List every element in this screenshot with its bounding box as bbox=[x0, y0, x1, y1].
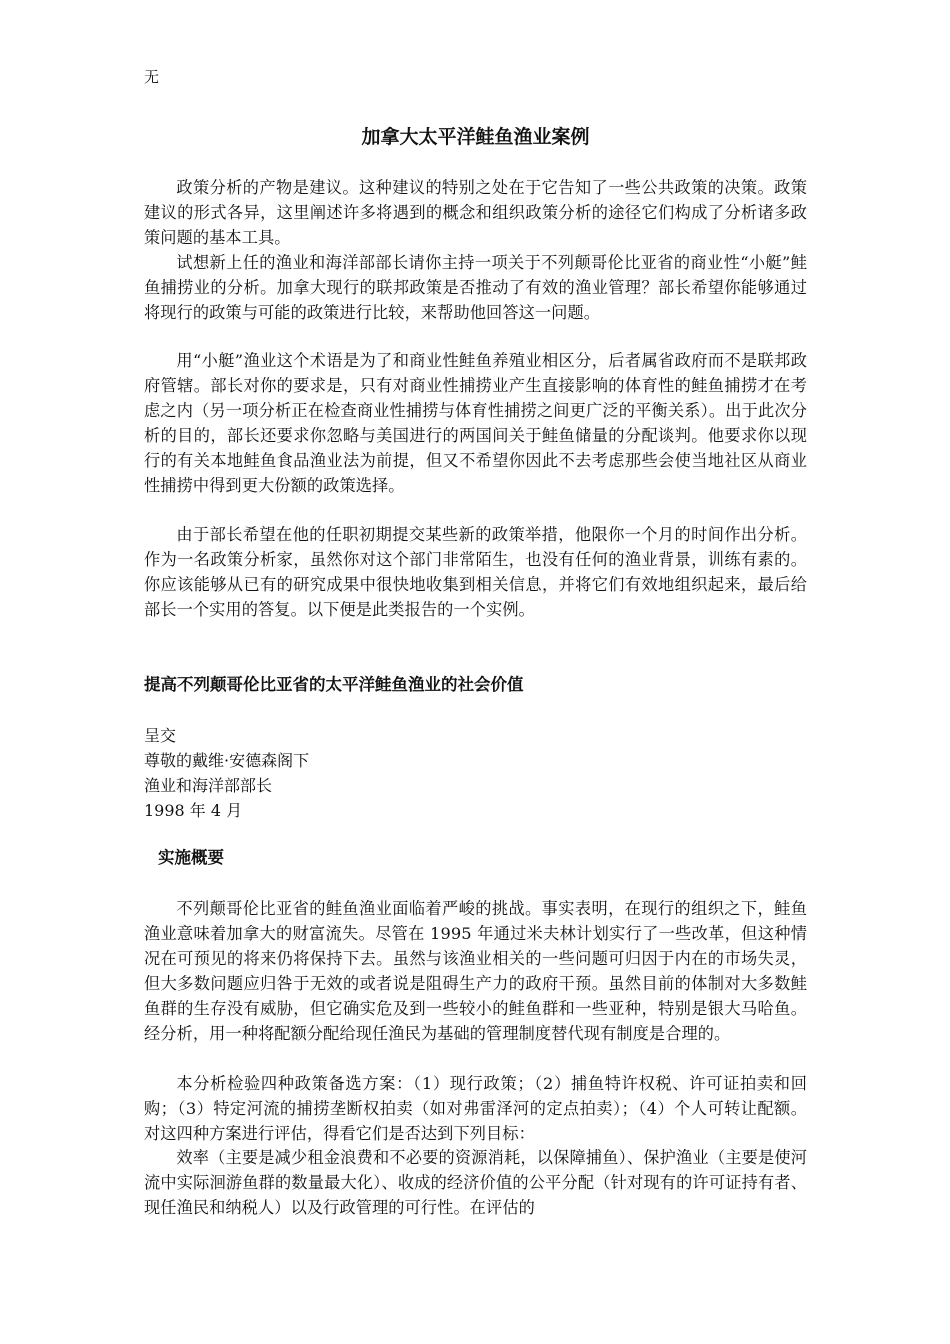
intro-paragraph-1: 政策分析的产物是建议。这种建议的特别之处在于它告知了一些公共政策的决策。政策建议的形式各异，这里阐述许多将遇到的概念和组织政策分析的途径它们构成了分析诸多政策问题的基本工具。 bbox=[144, 178, 807, 247]
summary-paragraph-1: 不列颠哥伦比亚省的鲑鱼渔业面临着严峻的挑战。事实表明，在现行的组织之下，鲑鱼渔业意味着加拿大的财富流失。尽管在 1995 年通过米夫林计划实行了一些改革，但这种情况在可预见的将来仍将保持下去。虽然与该渔业相关的一些问题可归因于内在的市场失灵，但大多数问题应归咎于无效的或者说是阻碍生产力的政府干预。虽然目前的体制对大多数鲑鱼群的生存没有威胁，但它确实危及到一些较小的鲑鱼群和一些亚种，特别是银大马哈鱼。经分析，用一种将配额分配给现任渔民为基础的管理制度替代现有制度是合理的。 bbox=[144, 899, 807, 1043]
summary-heading: 实施概要 bbox=[158, 848, 224, 867]
intro-paragraph-2: 试想新上任的渔业和海洋部部长请你主持一项关于不列颠哥伦比亚省的商业性“小艇”鲑鱼捕捞业的分析。加拿大现行的联邦政策是否推动了有效的渔业管理？部长希望你能够通过将现行的政策与可能的政策进行比较，来帮助他回答这一问题。 bbox=[144, 253, 807, 322]
document-title: 加拿大太平洋鲑鱼渔业案例 bbox=[361, 126, 590, 148]
summary-paragraph-3: 效率（主要是减少租金浪费和不必要的资源消耗，以保障捕鱼）、保护渔业（主要是使河流中实际洄游鱼群的数量最大化）、收成的经济价值的公平分配（针对现有的许可证持有者、现任渔民和纳税人）以及行政管理的可行性。在评估的 bbox=[144, 1148, 807, 1217]
address-line-position: 渔业和海洋部部长 bbox=[144, 776, 273, 795]
address-line-recipient: 尊敬的戴维·安德森阁下 bbox=[144, 751, 310, 770]
summary-paragraph-2: 本分析检验四种政策备选方案：（1）现行政策；（2）捕鱼特许权税、许可证拍卖和回购；（3）特定河流的捕捞垄断权拍卖（如对弗雷泽河的定点拍卖）；（4）个人可转让配额。对这四种方案进行评估，得看它们是否达到下列目标： bbox=[144, 1074, 807, 1143]
intro-paragraph-3: 用“小艇”渔业这个术语是为了和商业性鲑鱼养殖业相区分，后者属省政府而不是联邦政府管辖。部长对你的要求是，只有对商业性捕捞业产生直接影响的体育性的鲑鱼捕捞才在考虑之内（另一项分析正在检查商业性捕捞与体育性捕捞之间更广泛的平衡关系）。出于此次分析的目的，部长还要求你忽略与美国进行的两国间关于鲑鱼储量的分配谈判。他要求你以现行的有关本地鲑鱼食品渔业法为前提，但又不希望你因此不去考虑那些会使当地社区从商业性捕捞中得到更大份额的政策选择。 bbox=[144, 351, 807, 495]
address-line-submitted: 呈交 bbox=[144, 726, 177, 745]
header-mark: 无 bbox=[144, 68, 160, 86]
report-title: 提高不列颠哥伦比亚省的太平洋鲑鱼渔业的社会价值 bbox=[144, 675, 524, 694]
intro-paragraph-4: 由于部长希望在他的任职初期提交某些新的政策举措，他限你一个月的时间作出分析。作为一名政策分析家，虽然你对这个部门非常陌生，也没有任何的渔业背景，训练有素的。你应该能够从已有的研究成果中很快地收集到相关信息，并将它们有效地组织起来，最后给部长一个实用的答复。以下便是此类报告的一个实例。 bbox=[144, 525, 807, 619]
address-line-date: 1998 年 4 月 bbox=[144, 801, 243, 820]
